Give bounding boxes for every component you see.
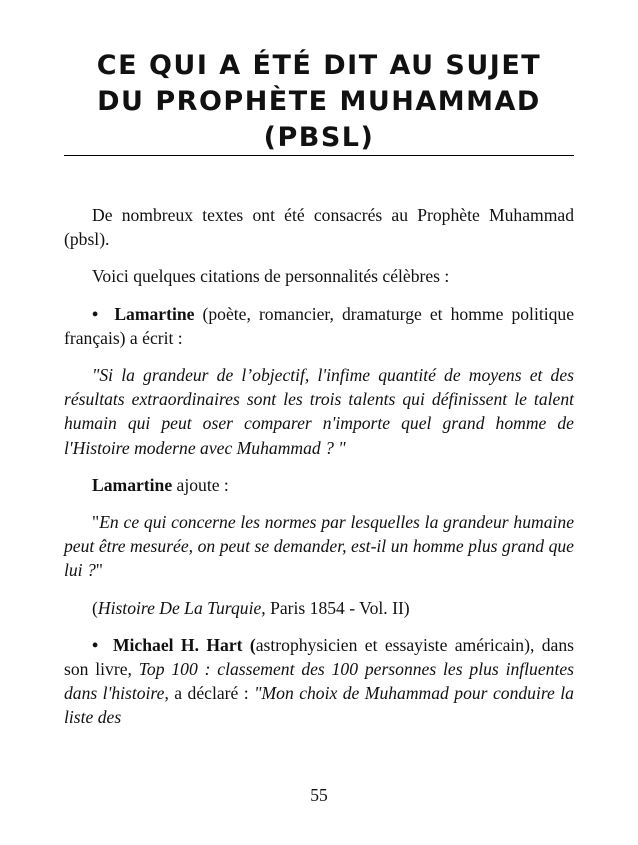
source-open-paren: ( xyxy=(92,597,98,618)
person-name-lamartine-2: Lamartine xyxy=(92,474,173,495)
title-divider xyxy=(64,155,574,156)
paragraph-citations-intro-text: Voici quelques citations de personnalités célèbres : xyxy=(92,266,450,287)
quote-close-mark: " xyxy=(95,560,103,581)
paragraph-lamartine-adds-text: ajoute : xyxy=(172,474,229,495)
paragraph-source xyxy=(64,596,574,620)
bullet: • xyxy=(92,303,99,324)
paragraph-citations-intro xyxy=(64,264,574,288)
person-name-lamartine: Lamartine xyxy=(114,303,195,324)
bullet-2: • xyxy=(92,634,99,655)
source-book-title: Histoire De La Turquie xyxy=(97,597,262,618)
quote-lamartine-2 xyxy=(64,510,574,583)
paragraph-intro xyxy=(64,203,574,251)
paragraph-hart xyxy=(64,633,574,730)
paragraph-hart-text-1: astrophysicien et essayiste américain), dans son livre, xyxy=(64,634,574,680)
quote-lamartine-2-text: En ce qui concerne les normes par lesquelles la grandeur humaine peut être mesurée, on peut se demander, est-il un homme plus grand que lui ? xyxy=(64,512,574,581)
quote-hart-text: "Mon choix de Muhammad pour conduire la liste des xyxy=(64,683,574,728)
page-number: 55 xyxy=(310,785,328,805)
quote-lamartine-1-text: "Si la grandeur de l’objectif, l'infime quantité de moyens et des résultats extraordinaires sont les trois talents qui définissent le talent humain qui peut oser comparer n'importe quel grand homme de l'Histoire moderne avec Muhammad ? " xyxy=(64,365,574,458)
quote-lamartine-1 xyxy=(64,363,574,460)
paragraph-intro-text: De nombreux textes ont été consacrés au Prophète Muhammad (pbsl). xyxy=(64,205,574,250)
source-details: , Paris 1854 - Vol. II) xyxy=(261,597,410,618)
paragraph-lamartine-adds xyxy=(64,473,574,497)
chapter-title-line-2: DU PROPHÈTE MUHAMMAD xyxy=(97,86,541,117)
chapter-title-line-3: (PBSL) xyxy=(263,122,375,153)
chapter-title xyxy=(64,48,574,156)
quote-open-mark: " xyxy=(92,512,100,533)
hart-book-title: Top 100 : classement des 100 personnes les plus influentes dans l'histoire xyxy=(64,659,574,704)
body-text xyxy=(64,203,574,743)
person-name-hart: Michael H. Hart ( xyxy=(112,634,256,655)
paragraph-lamartine-text: (poète, romancier, dramaturge et homme politique français) a écrit : xyxy=(64,303,575,348)
paragraph-hart-text-2: , a déclaré : xyxy=(164,683,255,704)
paragraph-lamartine xyxy=(64,302,574,350)
chapter-title-line-1: CE QUI A ÉTÉ DIT AU SUJET xyxy=(96,50,542,81)
